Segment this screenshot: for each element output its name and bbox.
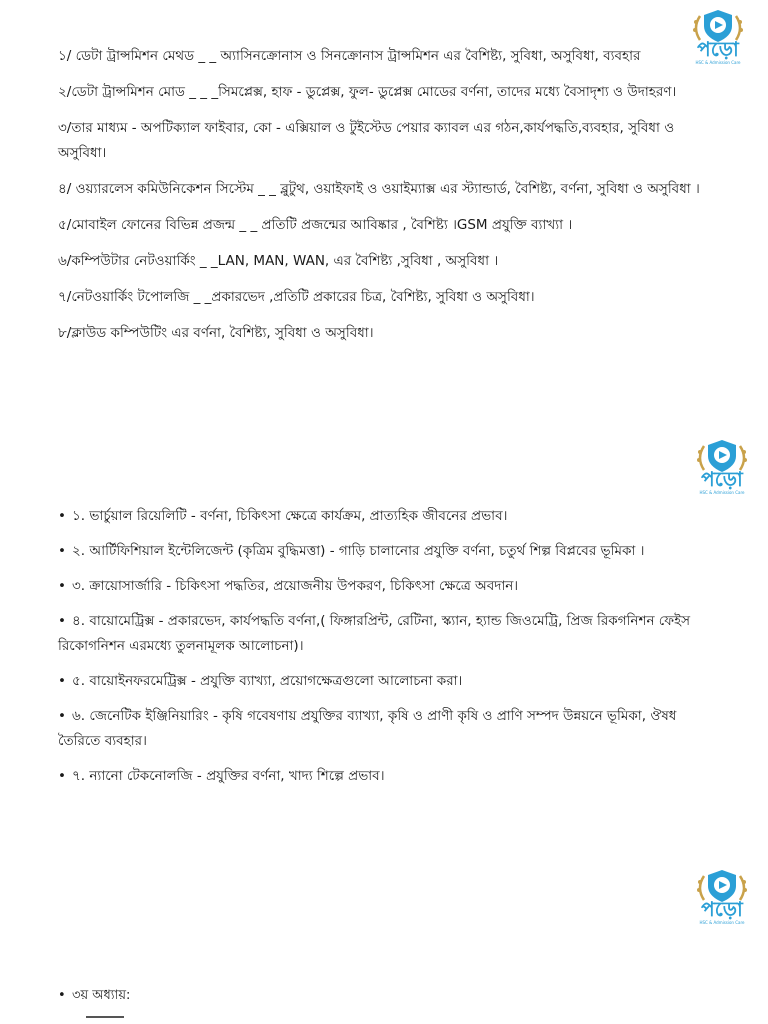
topic-item: ৮/ক্লাউড কম্পিউটিং এর বর্ণনা, বৈশিষ্ট্য, সুবিধা ও অসুবিধা।: [58, 325, 374, 341]
bullet-item: [58, 609, 718, 659]
topic-list-chapter-2: [58, 44, 708, 357]
bullet-text: ১. ভার্চুয়াল রিয়েলিটি - বর্ণনা, চিকিৎসা ক্ষেত্রে কার্যক্রম, প্রাত্যহিক জীবনের প্রভাব।: [72, 508, 508, 524]
bullet-text: ৬. জেনেটিক ইঞ্জিনিয়ারিং - কৃষি গবেষণায় প্রযুক্তির ব্যাখ্যা, কৃষি ও প্রাণী কৃষি ও প্রাণি সম্পদ উন্নয়নে ভূমিকা, ঔষধ তৈরিতে ব্যবহার।: [58, 708, 677, 749]
bullet-item: [58, 764, 718, 789]
brand-tagline: HSC & Admission Care: [695, 60, 741, 65]
bullet-item: [58, 504, 718, 529]
topic-list-chapter-1: [58, 504, 718, 799]
bullet-text: ৫. বায়োইনফরমেট্রিক্স - প্রযুক্তি ব্যাখ্যা, প্রয়োগক্ষেত্রগুলো আলোচনা করা।: [72, 673, 463, 689]
brand-name: পড়ো: [701, 897, 743, 921]
bullet-text: ২. আর্টিফিশিয়াল ইন্টেলিজেন্ট (কৃত্রিম বুদ্ধিমত্তা) - গাড়ি চালানোর প্রযুক্তি বর্ণনা, চতুর্থ শিল্প বিপ্লবের ভূমিকা ।: [72, 543, 645, 559]
topic-item: ৪/ ওয়্যারলেস কমিউনিকেশন সিস্টেম _ _ ব্লুটুথ, ওয়াইফাই ও ওয়াইম্যাক্স এর স্ট্যান্ডার্ড, বৈশিষ্ট্য, বর্ণনা, সুবিধা ও অসুবিধা ।: [58, 181, 700, 197]
cropped-text-fragment: [86, 1016, 124, 1018]
brand-tagline: HSC & Admission Care: [699, 920, 745, 925]
topic-item: ১/ ডেটা ট্রান্সমিশন মেথড _ _ অ্যাসিনক্রোনাস ও সিনক্রোনাস ট্রান্সমিশন এর বৈশিষ্ট্য, সুবিধা, অসুবিধা, ব্যবহার: [58, 48, 641, 64]
brand-name: পড়ো: [701, 467, 743, 491]
bullet-text: ৩. ক্রায়োসার্জারি - চিকিৎসা পদ্ধতির, প্রয়োজনীয় উপকরণ, চিকিৎসা ক্ষেত্রে অবদান।: [72, 578, 519, 594]
bullet-item: [58, 539, 718, 564]
bullet-marker: •: [58, 578, 66, 594]
topic-item: ৩/তার মাধ্যম - অপটিক্যাল ফাইবার, কো - এক্সিয়াল ও টুইস্টেড পেয়ার ক্যাবল এর গঠন,কার্যপদ্ধতি,ব্যবহার, সুবিধা ও অসুবিধা।: [58, 120, 675, 161]
topic-item: ৭/নেটওয়ার্কিং টপোলজি _ _প্রকারভেদ ,প্রতিটি প্রকারের চিত্র, বৈশিষ্ট্য, সুবিধা ও অসুবিধা।: [58, 289, 535, 305]
bullet-item: [58, 669, 718, 694]
bullet-marker: •: [58, 508, 66, 524]
brand-name: পড়ো: [697, 37, 739, 61]
bullet-text: ৪. বায়োমেট্রিক্স - প্রকারভেদ, কার্যপদ্ধতি বর্ণনা,( ফিঙ্গারপ্রিন্ট, রেটিনা, স্ক্যান, হ্যান্ড জিওমেট্রি, প্রিজ রিকগনিশন ফেইস রিকোগনিশন এরমধ্যে তুলনামূলক আলোচনা)।: [58, 613, 691, 654]
chapter-3-list: [58, 984, 718, 1008]
bullet-marker: •: [58, 988, 66, 1003]
bullet-marker: •: [58, 708, 66, 724]
bullet-marker: •: [58, 543, 66, 559]
bullet-item: [58, 704, 718, 754]
bullet-text: ৩য় অধ্যায়:: [72, 988, 131, 1003]
bullet-marker: •: [58, 613, 66, 629]
bullet-text: ৭. ন্যানো টেকনোলজি - প্রযুক্তির বর্ণনা, খাদ্য শিল্পে প্রভাব।: [72, 768, 385, 784]
bullet-item: [58, 984, 718, 1008]
brand-tagline: HSC & Admission Care: [699, 490, 745, 495]
topic-item: ৬/কম্পিউটার নেটওয়ার্কিং _ _LAN, MAN, WAN, এর বৈশিষ্ট্য ,সুবিধা , অসুবিধা ।: [58, 253, 499, 269]
topic-item: ২/ডেটা ট্রান্সমিশন মোড _ _ _সিমপ্লেক্স, হাফ - ডুপ্লেক্স, ফুল- ডুপ্লেক্স মোডের বর্ণনা, তাদের মধ্যে বৈসাদৃশ্য ও উদাহরণ।: [58, 84, 677, 100]
bullet-marker: •: [58, 768, 66, 784]
bullet-item: [58, 574, 718, 599]
topic-item: ৫/মোবাইল ফোনের বিভিন্ন প্রজন্ম _ _ প্রতিটি প্রজন্মের আবিষ্কার , বৈশিষ্ট্য ।GSM প্রযুক্তি ব্যাখ্যা ।: [58, 217, 573, 233]
bullet-marker: •: [58, 673, 66, 689]
